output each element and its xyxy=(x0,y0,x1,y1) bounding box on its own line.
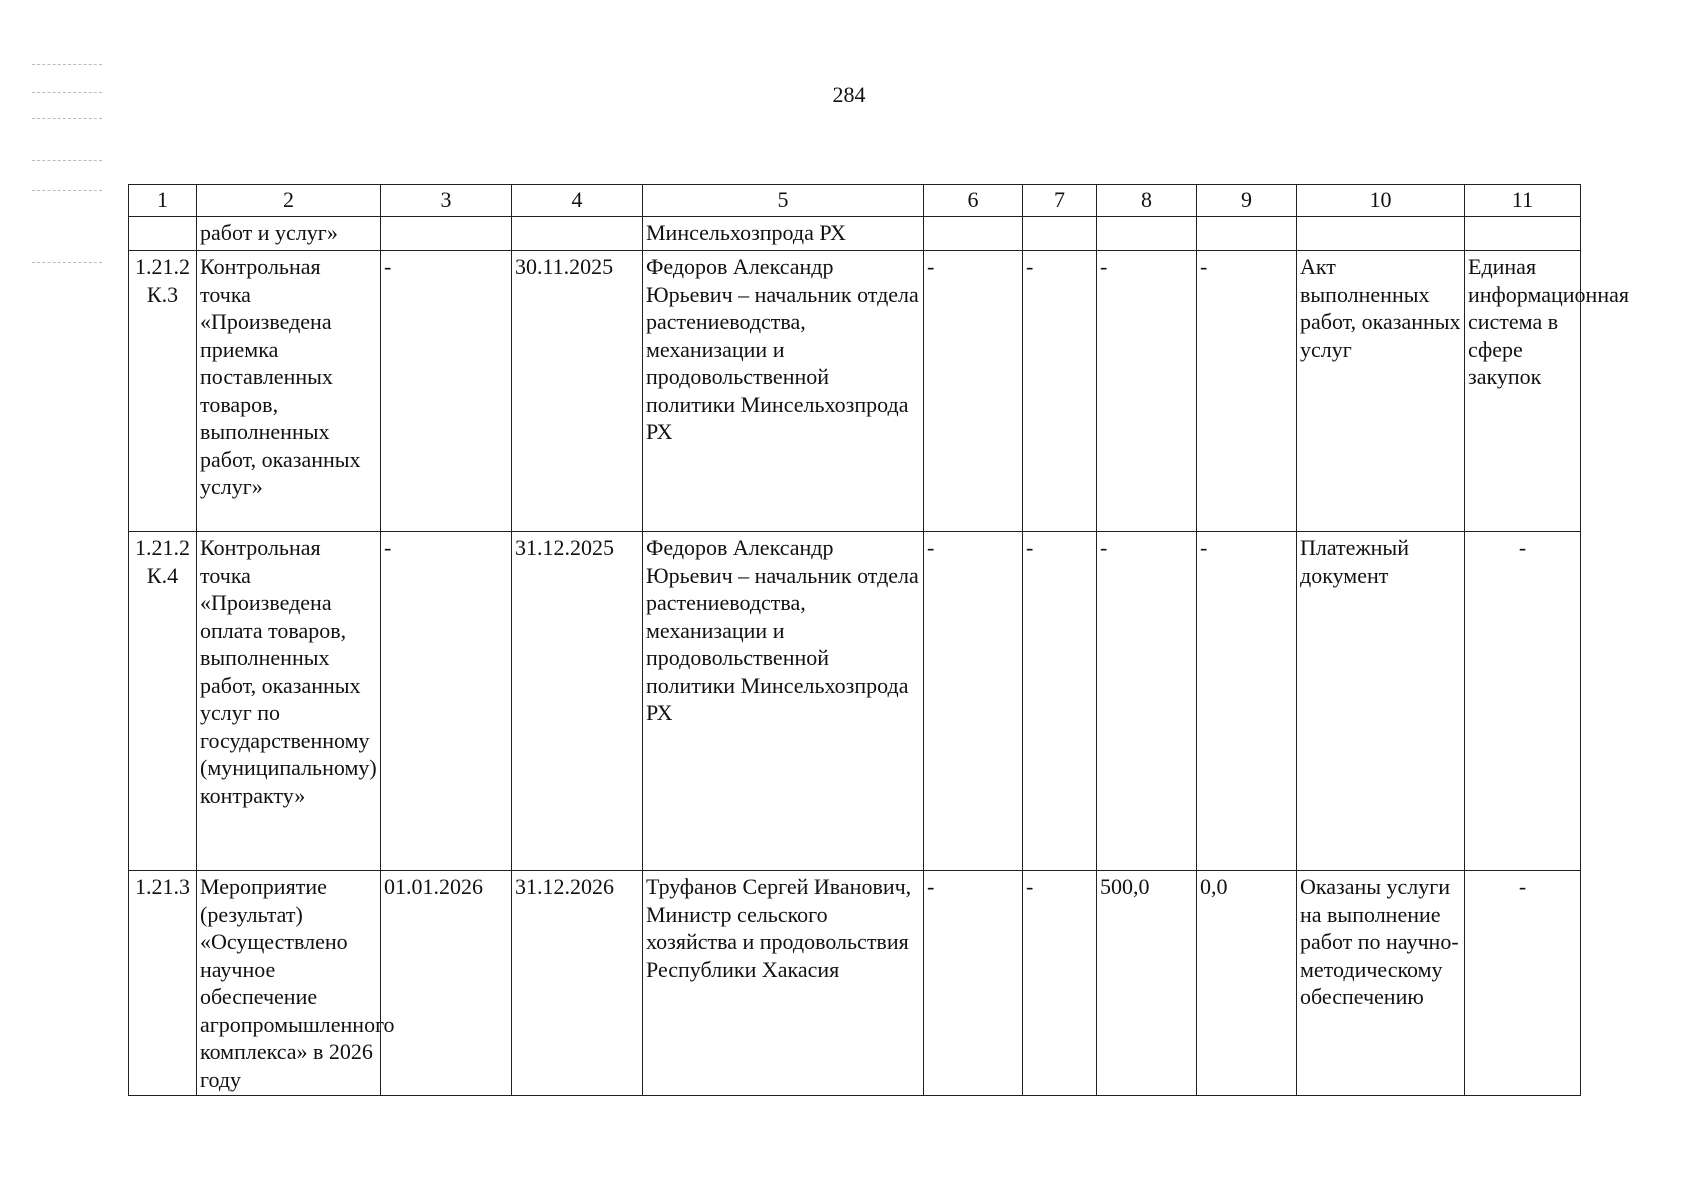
cell-col6: - xyxy=(924,532,1023,871)
continuation-row xyxy=(129,217,1581,251)
cell-col6: - xyxy=(924,871,1023,1096)
cell-responsible: Минсельхозпрода РХ xyxy=(643,217,924,251)
cell-col7 xyxy=(1023,217,1097,251)
cell-name: Контрольная точка «Произведена оплата товаров, выполненных работ, оказанных услуг по государственному (муниципальному) контракту» xyxy=(197,532,381,871)
cell-end-date: 30.11.2025 xyxy=(512,251,643,532)
scan-artifact xyxy=(32,190,102,191)
column-number: 9 xyxy=(1197,185,1297,217)
column-number: 7 xyxy=(1023,185,1097,217)
column-number: 1 xyxy=(129,185,197,217)
cell-document: Оказаны услуги на выполнение работ по научно-методическому обеспечению xyxy=(1297,871,1465,1096)
cell-number: 1.21.3 xyxy=(129,871,197,1096)
cell-name: работ и услуг» xyxy=(197,217,381,251)
column-number: 11 xyxy=(1465,185,1581,217)
table-row xyxy=(129,532,1581,871)
cell-col8: - xyxy=(1097,532,1197,871)
cell-end-date: 31.12.2025 xyxy=(512,532,643,871)
column-number: 5 xyxy=(643,185,924,217)
cell-col9 xyxy=(1197,217,1297,251)
column-number: 3 xyxy=(381,185,512,217)
cell-start-date: - xyxy=(381,532,512,871)
column-number: 8 xyxy=(1097,185,1197,217)
cell-number xyxy=(129,217,197,251)
cell-responsible: Труфанов Сергей Иванович, Министр сельского хозяйства и продовольствия Республики Хакасия xyxy=(643,871,924,1096)
scan-artifact xyxy=(32,118,102,119)
cell-col7: - xyxy=(1023,532,1097,871)
cell-col9: 0,0 xyxy=(1197,871,1297,1096)
cell-start-date xyxy=(381,217,512,251)
page-number: 284 xyxy=(832,82,866,107)
column-number: 4 xyxy=(512,185,643,217)
cell-document: Акт выполненных работ, оказанных услуг xyxy=(1297,251,1465,532)
cell-col8: - xyxy=(1097,251,1197,532)
cell-name: Мероприятие (результат) «Осуществлено научное обеспечение агропромышленного комплекса» в 2026 году xyxy=(197,871,381,1096)
cell-number: 1.21.2 К.4 xyxy=(129,532,197,871)
cell-col9: - xyxy=(1197,532,1297,871)
cell-info-system: - xyxy=(1465,871,1581,1096)
scan-artifact xyxy=(32,92,102,93)
cell-col7: - xyxy=(1023,871,1097,1096)
cell-document: Платежный документ xyxy=(1297,532,1465,871)
cell-col6 xyxy=(924,217,1023,251)
cell-responsible: Федоров Александр Юрьевич – начальник отдела растениеводства, механизации и продовольственной политики Минсельхозпрода РХ xyxy=(643,251,924,532)
column-number: 6 xyxy=(924,185,1023,217)
column-number-row xyxy=(129,185,1581,217)
scan-artifact xyxy=(32,64,102,65)
cell-info-system xyxy=(1465,217,1581,251)
cell-name: Контрольная точка «Произведена приемка поставленных товаров, выполненных работ, оказанных услуг» xyxy=(197,251,381,532)
cell-col8: 500,0 xyxy=(1097,871,1197,1096)
scan-artifact xyxy=(32,262,102,263)
column-number: 2 xyxy=(197,185,381,217)
cell-end-date xyxy=(512,217,643,251)
cell-responsible: Федоров Александр Юрьевич – начальник отдела растениеводства, механизации и продовольственной политики Минсельхозпрода РХ xyxy=(643,532,924,871)
scan-artifact xyxy=(32,160,102,161)
cell-info-system: - xyxy=(1465,532,1581,871)
cell-col7: - xyxy=(1023,251,1097,532)
cell-col6: - xyxy=(924,251,1023,532)
cell-col8 xyxy=(1097,217,1197,251)
cell-end-date: 31.12.2026 xyxy=(512,871,643,1096)
cell-number: 1.21.2 К.3 xyxy=(129,251,197,532)
plan-table xyxy=(128,184,1629,1096)
table-row xyxy=(129,251,1581,532)
cell-info-system: Единая информационная система в сфере закупок xyxy=(1465,251,1581,532)
cell-document xyxy=(1297,217,1465,251)
table-row xyxy=(129,871,1581,1096)
column-number: 10 xyxy=(1297,185,1465,217)
cell-start-date: - xyxy=(381,251,512,532)
cell-col9: - xyxy=(1197,251,1297,532)
cell-start-date: 01.01.2026 xyxy=(381,871,512,1096)
